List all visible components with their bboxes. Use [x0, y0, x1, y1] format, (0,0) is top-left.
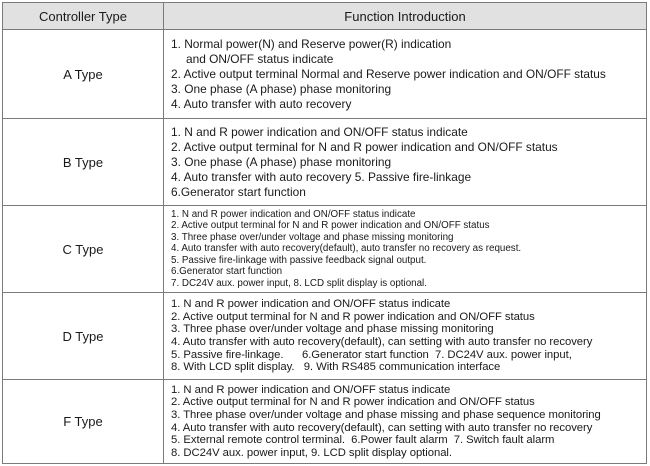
controller-type-cell: A Type — [3, 30, 164, 118]
function-line: 2. Active output terminal for N and R power indication and ON/OFF status — [171, 220, 490, 232]
function-line: 1. N and R power indication and ON/OFF status indicate — [171, 383, 451, 396]
function-line: 2. Active output terminal for N and R power indication and ON/OFF status — [171, 396, 535, 409]
function-line: 3. Three phase over/under voltage and phase missing and phase sequence monitoring — [171, 408, 601, 421]
function-line: 5. External remote control terminal. 6.Power fault alarm 7. Switch fault alarm — [171, 434, 555, 447]
function-line: 6.Generator start function — [171, 266, 283, 278]
function-line: and ON/OFF status indicate — [186, 51, 334, 66]
function-line: 3. One phase (A phase) phase monitoring — [171, 154, 392, 169]
function-cell — [164, 119, 646, 205]
controller-type-cell: D Type — [3, 293, 164, 379]
function-line: 5. Passive fire-linkage. 6.Generator start function 7. DC24V aux. power input, — [171, 348, 572, 361]
function-line: 8. With LCD split display. 9. With RS485 communication interface — [171, 361, 501, 374]
function-line: 1. Normal power(N) and Reserve power(R) indication — [171, 36, 452, 51]
function-cell — [164, 380, 646, 463]
function-line: 4. Auto transfer with auto recovery 5. Passive fire-linkage — [171, 169, 472, 184]
controller-type-table — [2, 2, 647, 464]
table-row-d-type — [3, 292, 646, 379]
function-line: 8. DC24V aux. power input, 9. LCD split display optional. — [171, 446, 452, 459]
function-cell — [164, 30, 646, 118]
function-line: 7. DC24V aux. power input, 8. LCD split display is optional. — [171, 277, 427, 289]
table-row-f-type — [3, 379, 646, 463]
function-line: 4. Auto transfer with auto recovery(default), can setting with auto transfer no recovery — [171, 336, 593, 348]
function-line: 5. Passive fire-linkage with passive feedback signal output. — [171, 254, 427, 266]
function-cell — [164, 293, 646, 379]
function-line: 2. Active output terminal for N and R power indication and ON/OFF status — [171, 139, 558, 154]
function-line: 4. Auto transfer with auto recovery(default), can setting with auto transfer no recovery — [171, 421, 593, 434]
table-row-c-type — [3, 205, 646, 292]
function-line: 2. Active output terminal Normal and Reserve power indication and ON/OFF status — [171, 66, 606, 81]
table-row-b-type — [3, 118, 646, 205]
table-header-row — [3, 3, 646, 29]
function-line: 3. One phase (A phase) phase monitoring — [171, 81, 392, 96]
function-line: 2. Active output terminal for N and R power indication and ON/OFF status — [171, 310, 535, 323]
controller-type-cell: F Type — [3, 380, 164, 463]
function-line: 3. Three phase over/under voltage and phase missing monitoring — [171, 323, 494, 336]
function-line: 4. Auto transfer with auto recovery(default), auto transfer no recovery as request. — [171, 243, 522, 255]
function-line: 4. Auto transfer with auto recovery — [171, 96, 352, 111]
table-row-a-type — [3, 29, 646, 118]
function-line: 1. N and R power indication and ON/OFF status indicate — [171, 298, 451, 311]
function-line: 1. N and R power indication and ON/OFF status indicate — [171, 208, 416, 220]
header-controller-type: Controller Type — [3, 3, 164, 29]
function-cell — [164, 206, 646, 292]
function-line: 6.Generator start function — [171, 184, 306, 199]
header-function-introduction: Function Introduction — [344, 8, 466, 24]
function-line: 1. N and R power indication and ON/OFF status indicate — [171, 124, 468, 139]
function-line: 3. Three phase over/under voltage and phase missing monitoring — [171, 231, 454, 243]
controller-type-cell: C Type — [3, 206, 164, 292]
controller-type-cell: B Type — [3, 119, 164, 205]
